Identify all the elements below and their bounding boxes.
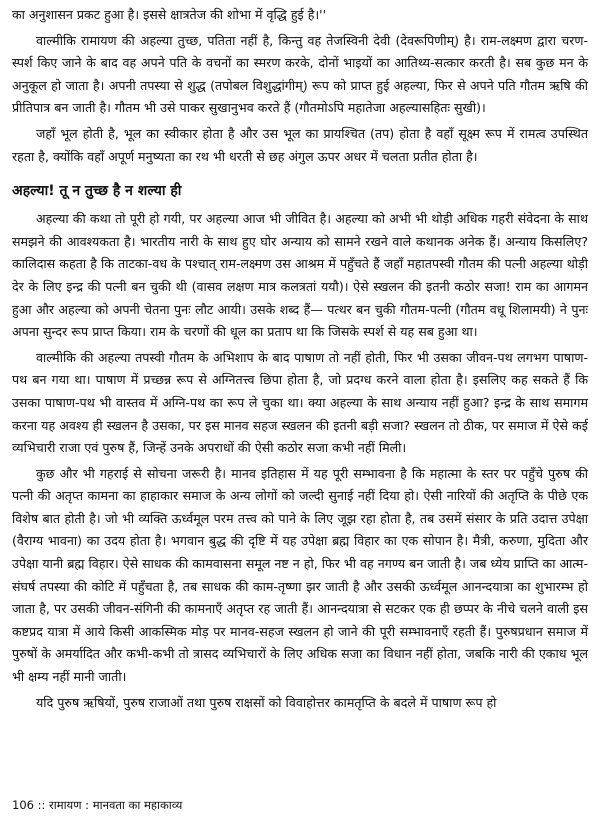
page-footer: 106 :: रामायण : मानवता का महाकाव्य (12, 798, 183, 812)
paragraph-bhool-prayashchit: जहाँ भूल होती है, भूल का स्वीकार होता है और उस भूल का प्रायश्चित (तप) होता है वहाँ सूक्ष्म रूप में रामत्व उपस्थित रहता है, क्योंकि वहाँ अपूर्ण मनुष्यता का रथ भी धरती से छह अंगुल ऊपर अधर में चलता प्रतीत होता है। (12, 125, 588, 164)
paragraph-pashan-path: वाल्मीकि की अहल्या तपस्वी गौतम के अभिशाप के बाद पाषाण तो नहीं होती, फिर भी उसका जीवन-पथ लगभग पाषाण-पथ बन गया था। पाषाण में प्रच्छन्न रूप से अग्नितत्त्व छिपा होता है, जो प्रदग्ध करने वाला होता है। इसलिए कह सकते हैं कि उसका पाषाण-पथ भी वास्तव में अग्नि-पथ का रूप ले चुका था। क्या अहल्या के साथ अन्याय नहीं हुआ? इन्द्र के साथ समागम करना यह अवश्य ही स्खलन है उसका, पर इस मानव सहज स्खलन की इतनी बड़ी सजा? स्खलन तो ठीक, पर समाज में ऐसे कई व्यभिचारी राजा एवं पुरुष हैं, जिन्हें उनके अपराधों की ऐसी कठोर सजा कभी नहीं मिली। (12, 349, 588, 456)
paragraph-ahalya-katha: अहल्या की कथा तो पूरी हो गयी, पर अहल्या आज भी जीवित है। अहल्या को अभी भी थोड़ी अधिक गहरी संवेदना के साथ समझने की आवश्यकता है। भारतीय नारी के साथ हुए घोर अन्याय को सामने रखने वाले कथानक अनेक हैं। अन्याय किसलिए? कालिदास कहता है कि ताटका-वध के पश्चात् राम-लक्ष्मण उस आश्रम में पहुँचते हैं जहाँ महातपस्वी गौतम की पत्नी अहल्या थोड़ी देर के लिए इन्द्र की पत्नी बन चुकी थी (वासव लक्षण मात्र कलत्रतां ययौ)। ऐसे स्खलन की इतनी कठोर सजा! राम का आगमन हुआ और अहल्या को अपनी चेतना पुनः लौट आयी। उसके शब्द हैं— पत्थर बन चुकी गौतम-पत्नी (गौतम वधू शिलामयी) ने पुनः अपना सुन्दर रूप प्राप्त किया। राम के चरणों की धूल का प्रताप था कि जिसके स्पर्श से यह सब हुआ था। (12, 211, 588, 340)
opening-paragraph: का अनुशासन प्रकट हुआ है। इससे क्षात्रतेज की शोभा में वृद्धि हुई है।'' (12, 7, 327, 22)
paragraph-gahrai: कुछ और भी गहराई से सोचना जरूरी है। मानव इतिहास में यह पूरी सम्भावना है कि महात्मा के स्तर पर पहुँचे पुरुष की पत्नी की अतृप्त कामना का हाहाकार समाज के अन्य लोगों को जल्दी सुनाई नहीं दिया हो। ऐसी नारियों की अतृप्ति के पीछे एक विशेष बात होती है। जो भी व्यक्ति ऊर्ध्वमूल परम तत्त्व को पाने के लिए जूझ रहा होता है, तब उसमें संसार के प्रति उदात्त उपेक्षा (वैराग्य भावना) का उदय होता है। भगवान बुद्ध की दृष्टि में यह उपेक्षा ब्रह्म विहार का एक सोपान है। मैत्री, करुणा, मुदिता और उपेक्षा यानी ब्रह्म विहार। ऐसे साधक की कामवासना समूल नष्ट न हो, फिर भी वह नगण्य बन जाती है। जब ध्येय प्राप्ति का आत्म-संघर्ष तपस्या की कोटि में पहुँचता है, तब साधक की काम-तृष्णा झर जाती है और उसकी ऊर्ध्वमूल आनन्दयात्रा का शुभारम्भ हो जाता है, पर उसकी जीवन-संगिनी की कामनाएँ अतृप्त रह जाती हैं। आनन्दयात्रा से सटकर एक ही छप्पर के नीचे चलने वाली इस कष्टप्रद यात्रा में आये किसी आकस्मिक मोड़ पर मानव-सहज स्खलन हो जाने की पूरी सम्भावनाएँ रहती हैं। पुरुषप्रधान समाज में पुरुषों के अमर्यादित और कभी-कभी तो त्रासद व्यभिचारों के लिए अधिक सजा का विधान नहीं होता, जबकि नारी की एकाध भूल भी क्षम्य नहीं मानी जाती। (12, 465, 588, 685)
section-heading: अहल्या! तू न तुच्छ है न शल्या ही (12, 183, 182, 200)
paragraph-ahalya-valmiki: वाल्मीकि रामायण की अहल्या तुच्छ, पतिता नहीं है, किन्तु वह तेजस्विनी देवी (देवरूपिणीम्) है। राम-लक्ष्मण द्वारा चरण-स्पर्श किए जाने के बाद वह अपने पति के वचनों का स्मरण करके, दोनों भाइयों का आतिथ्य-सत्कार करती है। सब कुछ मन के अनुकूल हो जाता है। अपनी तपस्या से शुद्ध (तपोबल विशुद्धांगीम्) रूप को प्राप्त हुई अहल्या, फिर से अपने पति गौतम ऋषि की प्रीतिपात्र बन जाती है। गौतम भी उसे पाकर सुखानुभव करते हैं (गौतमोऽपि महातेजा अहल्यासहितः सुखी)। (12, 32, 588, 116)
paragraph-purush-rishi: यदि पुरुष ऋषियों, पुरुष राजाओं तथा पुरुष राक्षसों को विवाहोत्तर कामतृप्ति के बदले में पाषाण रूप हो (36, 694, 497, 710)
